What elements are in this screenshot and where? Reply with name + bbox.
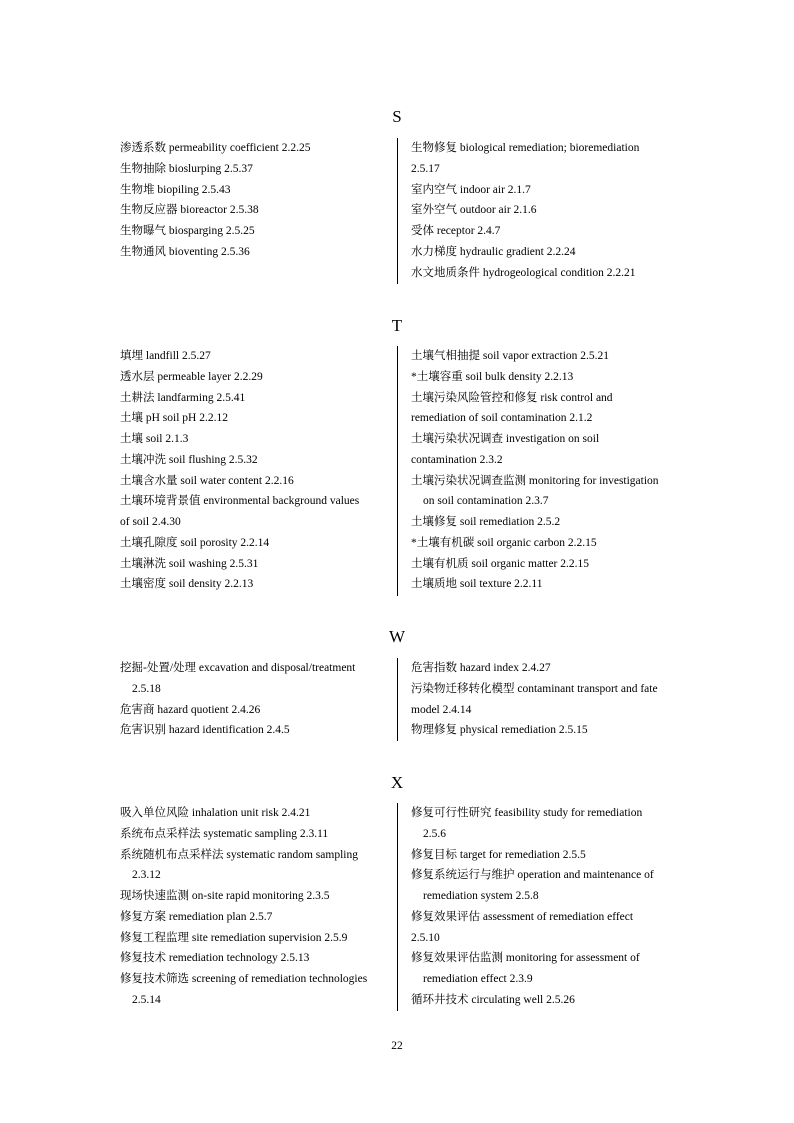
index-entry-line: 土壤环境背景值 environmental background values xyxy=(120,495,360,508)
index-entry-line: remediation system 2.5.8 xyxy=(423,890,539,902)
index-entry-line: 土壤气相抽提 soil vapor extraction 2.5.21 xyxy=(411,350,610,362)
index-entry-line: 修复技术 remediation technology 2.5.13 xyxy=(120,952,310,965)
index-entry-line: 危害识别 hazard identification 2.4.5 xyxy=(120,724,290,737)
index-entry-line: 2.5.17 xyxy=(411,162,440,175)
index-entry-line: 生物曝气 biosparging 2.5.25 xyxy=(120,225,255,237)
index-entry-line: 2.5.14 xyxy=(132,993,161,1006)
index-entry-line: 土壤孔隙度 soil porosity 2.2.14 xyxy=(120,536,270,549)
index-column-right-x xyxy=(411,803,691,1011)
index-entry-line: model 2.4.14 xyxy=(411,703,472,716)
index-column-right-s xyxy=(411,138,691,283)
index-entry-line: 2.5.10 xyxy=(411,931,440,944)
index-entry-line: 危害商 hazard quotient 2.4.26 xyxy=(120,703,261,716)
index-entry-line: 生物修复 biological remediation; bioremediation xyxy=(411,142,640,154)
index-column-left-x xyxy=(120,803,400,1011)
index-entry-line: of soil 2.4.30 xyxy=(120,516,181,528)
index-column-right-t xyxy=(411,346,691,595)
section-heading-x: X xyxy=(390,773,404,792)
index-entry-line: 受体 receptor 2.4.7 xyxy=(411,225,501,237)
index-entry-line: *土壤有机碳 soil organic carbon 2.2.15 xyxy=(411,536,597,549)
index-entry-line: 2.5.18 xyxy=(132,682,161,695)
index-entry-line: 生物抽除 bioslurping 2.5.37 xyxy=(120,162,253,175)
index-entry-line: 土壤有机质 soil organic matter 2.2.15 xyxy=(411,557,590,570)
index-entry-line: 土壤 pH soil pH 2.2.12 xyxy=(120,412,228,425)
index-entry-line: 修复系统运行与维护 operation and maintenance of xyxy=(411,869,654,882)
index-entry-line: 生物通风 bioventing 2.5.36 xyxy=(120,245,250,258)
index-entry-line: 水力梯度 hydraulic gradient 2.2.24 xyxy=(411,245,576,258)
page-number: 22 xyxy=(391,1040,403,1052)
section-heading-s: S xyxy=(392,107,402,126)
index-entry-line: 土耕法 landfarming 2.5.41 xyxy=(120,391,246,404)
section-heading-w: W xyxy=(388,627,406,646)
index-entry-line: 土壤修复 soil remediation 2.5.2 xyxy=(411,516,561,528)
index-entry-line: 土壤质地 soil texture 2.2.11 xyxy=(411,578,543,591)
index-entry-line: 修复方案 remediation plan 2.5.7 xyxy=(120,910,273,923)
index-entry-line: 污染物迁移转化模型 contaminant transport and fate xyxy=(411,682,658,695)
column-divider-w xyxy=(397,658,398,741)
index-column-left-w xyxy=(120,658,400,741)
index-entry-line: 现场快速监测 on-site rapid monitoring 2.3.5 xyxy=(120,890,330,902)
index-entry-line: *土壤容重 soil bulk density 2.2.13 xyxy=(411,370,574,383)
index-entry-line: 土壤冲洗 soil flushing 2.5.32 xyxy=(120,453,258,466)
index-entry-line: 吸入单位风险 inhalation unit risk 2.4.21 xyxy=(120,807,311,819)
column-divider-s xyxy=(397,138,398,284)
index-entry-line: 土壤密度 soil density 2.2.13 xyxy=(120,578,254,591)
index-entry-line: 修复技术筛选 screening of remediation technologies xyxy=(120,973,368,985)
index-entry-line: 修复效果评估 assessment of remediation effect xyxy=(411,910,634,923)
index-entry-line: contamination 2.3.2 xyxy=(411,453,503,466)
index-entry-line: 水文地质条件 hydrogeological condition 2.2.21 xyxy=(411,266,636,279)
index-column-left-t xyxy=(120,346,400,595)
index-entry-line: 土壤淋洗 soil washing 2.5.31 xyxy=(120,557,259,570)
index-entry-line: 填埋 landfill 2.5.27 xyxy=(120,350,211,362)
index-entry-line: 2.3.12 xyxy=(132,869,161,882)
index-entry-line: 土壤污染状况调查 investigation on soil xyxy=(411,433,600,445)
column-divider-t xyxy=(397,346,398,596)
index-entry-line: remediation effect 2.3.9 xyxy=(423,973,533,985)
index-entry-line: 危害指数 hazard index 2.4.27 xyxy=(411,662,551,674)
index-entry-line: on soil contamination 2.3.7 xyxy=(423,495,549,508)
index-entry-line: 系统布点采样法 systematic sampling 2.3.11 xyxy=(120,827,329,840)
index-entry-line: 修复可行性研究 feasibility study for remediation xyxy=(411,807,643,819)
index-entry-line: 挖掘-处置/处理 excavation and disposal/treatment xyxy=(120,662,356,674)
index-entry-line: 渗透系数 permeability coefficient 2.2.25 xyxy=(120,142,311,154)
index-entry-line: 土壤污染风险管控和修复 risk control and xyxy=(411,391,613,404)
section-heading-t: T xyxy=(391,316,403,335)
index-entry-line: 土壤污染状况调查监测 monitoring for investigation xyxy=(411,474,659,487)
index-entry-line: 室内空气 indoor air 2.1.7 xyxy=(411,183,531,196)
index-entry-line: 生物堆 biopiling 2.5.43 xyxy=(120,183,231,196)
index-entry-line: 土壤 soil 2.1.3 xyxy=(120,433,189,445)
column-divider-x xyxy=(397,803,398,1011)
index-entry-line: 系统随机布点采样法 systematic random sampling xyxy=(120,848,358,861)
index-entry-line: 物理修复 physical remediation 2.5.15 xyxy=(411,724,588,737)
index-entry-line: 生物反应器 bioreactor 2.5.38 xyxy=(120,204,259,217)
index-entry-line: 室外空气 outdoor air 2.1.6 xyxy=(411,204,537,217)
index-entry-line: 2.5.6 xyxy=(423,827,446,840)
index-entry-line: remediation of soil contamination 2.1.2 xyxy=(411,412,593,425)
index-entry-line: 土壤含水量 soil water content 2.2.16 xyxy=(120,474,294,487)
index-entry-line: 循环井技术 circulating well 2.5.26 xyxy=(411,993,575,1006)
index-column-left-s xyxy=(120,138,400,263)
index-entry-line: 修复工程监理 site remediation supervision 2.5.9 xyxy=(120,931,348,944)
index-entry-line: 透水层 permeable layer 2.2.29 xyxy=(120,370,263,383)
index-entry-line: 修复效果评估监测 monitoring for assessment of xyxy=(411,952,640,965)
index-entry-line: 修复目标 target for remediation 2.5.5 xyxy=(411,848,586,861)
index-column-right-w xyxy=(411,658,691,741)
